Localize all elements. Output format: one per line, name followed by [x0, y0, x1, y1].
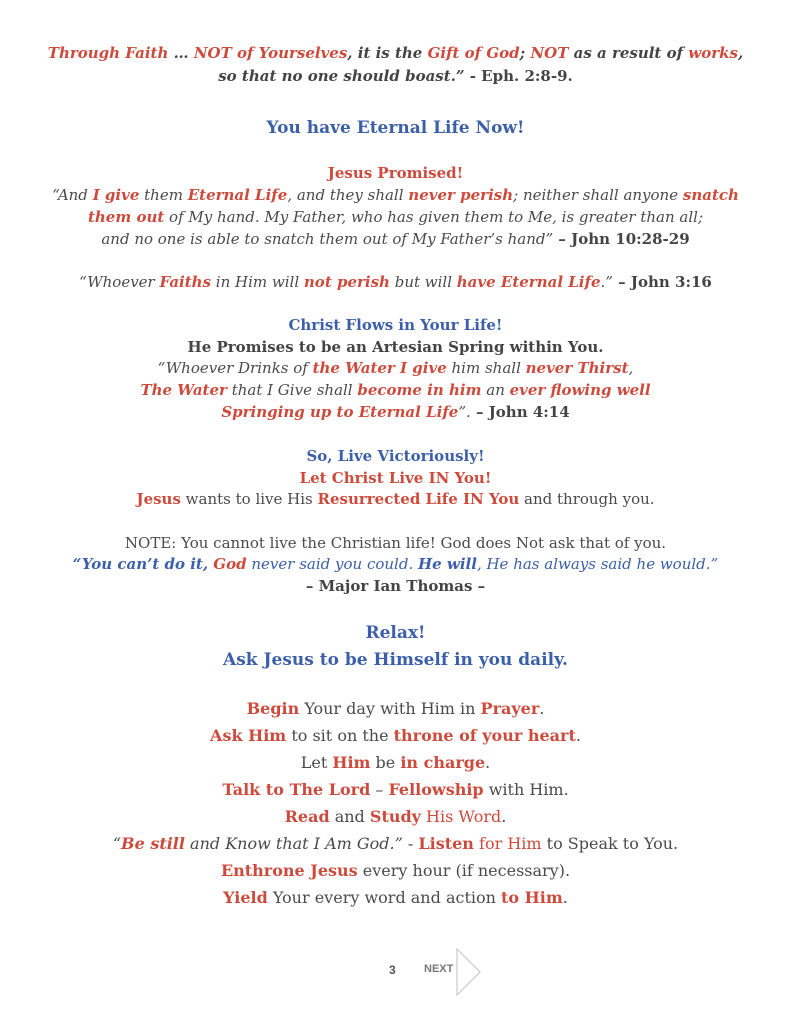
text: to Speak to You. — [541, 834, 679, 853]
john4-line-2 — [0, 381, 791, 399]
christ-flows-heading: Christ Flows in Your Life! — [288, 316, 503, 334]
resurrected-line — [0, 490, 791, 508]
highlight: ever flowing well — [509, 381, 651, 399]
text: every hour (if necessary). — [357, 861, 571, 880]
highlight: Eternal Life — [187, 186, 288, 204]
highlight: Study — [369, 807, 421, 826]
text: Your every word and action — [267, 888, 502, 907]
quote-line — [0, 555, 791, 573]
text: .” — [600, 273, 613, 291]
quote-emphasis: “You can’t do it, — [72, 555, 214, 573]
text: them — [139, 186, 188, 204]
text: . — [485, 753, 491, 772]
text: in Him will — [211, 273, 304, 291]
highlight: the Water I give — [312, 359, 447, 377]
text: to sit on the — [286, 726, 394, 745]
quote-emphasis: He will — [417, 555, 477, 573]
highlight: NOT — [530, 44, 569, 62]
text: wants to live His — [180, 490, 318, 508]
text: , — [737, 44, 744, 62]
text: , — [628, 359, 634, 377]
text: . — [575, 726, 581, 745]
john10-line-1 — [0, 186, 791, 204]
highlight: Through Faith — [47, 44, 169, 62]
daily-item — [0, 834, 791, 853]
text: so that no one should boast.” — [218, 67, 465, 85]
highlight: Read — [284, 807, 330, 826]
highlight: God — [213, 555, 247, 573]
quote-author: – Major Ian Thomas – — [305, 577, 486, 595]
highlight: Springing up to Eternal Life — [221, 403, 459, 421]
highlight: Ask Him — [210, 726, 287, 745]
text: and through you. — [519, 490, 655, 508]
text: with Him. — [483, 780, 569, 799]
text: ”. — [458, 403, 471, 421]
text: - — [402, 834, 419, 853]
highlight: Listen — [418, 834, 474, 853]
daily-item — [0, 807, 791, 826]
text: . — [539, 699, 545, 718]
highlight: His Word — [426, 807, 502, 826]
footer — [0, 960, 791, 990]
text: ; neither shall anyone — [513, 186, 683, 204]
highlight: Fellowship — [388, 780, 484, 799]
text: . — [501, 807, 507, 826]
text: ; — [519, 44, 531, 62]
text: “And — [52, 186, 93, 204]
john10-line-2 — [0, 208, 791, 226]
daily-item — [0, 699, 791, 718]
verse-eph-line-2 — [0, 67, 791, 85]
daily-item — [0, 753, 791, 772]
highlight: in charge — [400, 753, 486, 772]
relax-heading: Relax! — [365, 623, 426, 643]
highlight: Begin — [246, 699, 300, 718]
quote-text: , He has always said he would.” — [476, 555, 719, 573]
highlight: Prayer — [480, 699, 540, 718]
john4-line-1 — [0, 359, 791, 377]
text: – — [370, 780, 389, 799]
text: and — [329, 807, 370, 826]
highlight: Be still — [121, 834, 185, 853]
text: of My hand. My Father, who has given them to Me, is greater than all; — [164, 208, 704, 226]
verse-reference: – John 3:16 — [612, 273, 712, 291]
highlight: Gift of God — [427, 44, 520, 62]
next-arrow-icon[interactable] — [456, 948, 482, 996]
text: . — [562, 888, 568, 907]
verse-reference: - Eph. 2:8-9. — [464, 67, 573, 85]
text: an — [481, 381, 510, 399]
highlight: Yield — [223, 888, 268, 907]
highlight: to Him — [501, 888, 563, 907]
artesian-line: He Promises to be an Artesian Spring within You. — [187, 338, 604, 356]
text: , it is the — [347, 44, 428, 62]
text: be — [370, 753, 401, 772]
live-victoriously-heading: So, Live Victoriously! — [306, 447, 485, 465]
highlight: The Water — [140, 381, 227, 399]
ask-jesus-heading: Ask Jesus to be Himself in you daily. — [223, 650, 568, 670]
text: Your day with Him in — [299, 699, 481, 718]
text: and Know that I Am God.” — [184, 834, 403, 853]
highlight: Jesus — [136, 490, 181, 508]
text: “ — [112, 834, 122, 853]
text: … — [168, 44, 194, 62]
highlight: become in him — [357, 381, 482, 399]
highlight: Resurrected Life IN You — [317, 490, 520, 508]
highlight: have Eternal Life — [456, 273, 601, 291]
page-number: 3 — [389, 963, 396, 977]
highlight: works — [688, 44, 738, 62]
highlight: NOT of Yourselves — [193, 44, 348, 62]
highlight: Faiths — [159, 273, 212, 291]
text: , and they shall — [287, 186, 409, 204]
daily-item — [0, 861, 791, 880]
highlight: never perish — [408, 186, 514, 204]
highlight: Enthrone Jesus — [220, 861, 358, 880]
highlight: for Him — [473, 834, 542, 853]
highlight: throne of your heart — [393, 726, 576, 745]
john10-line-3 — [0, 230, 791, 248]
text: but will — [389, 273, 457, 291]
verse-reference: – John 10:28-29 — [553, 230, 690, 248]
verse-reference: – John 4:14 — [470, 403, 570, 421]
daily-item — [0, 726, 791, 745]
text: as a result of — [568, 44, 689, 62]
john3-line — [0, 273, 791, 291]
text: and no one is able to snatch them out of My Father’s hand” — [101, 230, 554, 248]
highlight: them out — [87, 208, 165, 226]
text: that I Give shall — [226, 381, 358, 399]
let-christ-heading: Let Christ Live IN You! — [299, 469, 492, 487]
john4-line-3 — [0, 403, 791, 421]
highlight: not perish — [303, 273, 390, 291]
text: “Whoever — [79, 273, 160, 291]
text: Let — [300, 753, 333, 772]
highlight: snatch — [682, 186, 739, 204]
highlight: I give — [92, 186, 140, 204]
highlight: Talk to The Lord — [222, 780, 371, 799]
text: him shall — [446, 359, 526, 377]
eternal-life-title: You have Eternal Life Now! — [266, 118, 525, 138]
note-line: NOTE: You cannot live the Christian life! God does Not ask that of you. — [124, 534, 667, 552]
highlight: Him — [332, 753, 371, 772]
quote-text: never said you could. — [246, 555, 418, 573]
jesus-promised-heading: Jesus Promised! — [327, 164, 464, 182]
daily-item — [0, 780, 791, 799]
next-link[interactable]: NEXT — [424, 963, 454, 975]
text: “Whoever Drinks of — [157, 359, 313, 377]
verse-eph-line-1 — [0, 44, 791, 62]
daily-item — [0, 888, 791, 907]
highlight: never Thirst — [525, 359, 629, 377]
